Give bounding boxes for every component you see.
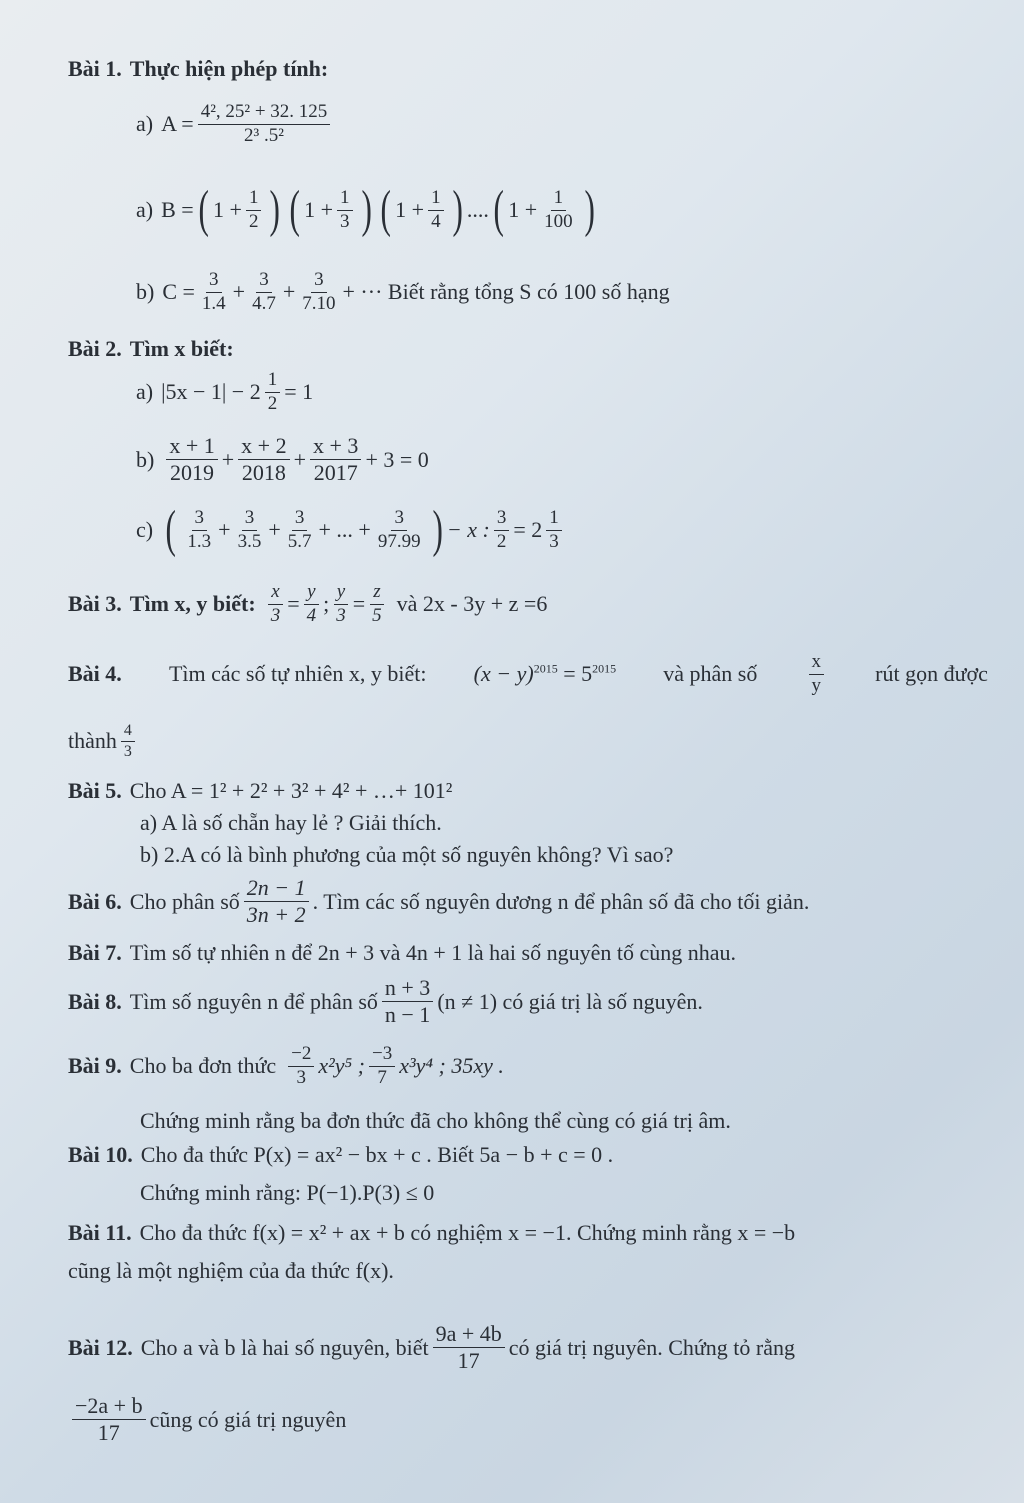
b6-text1: Cho phân số bbox=[129, 888, 240, 914]
b8-frac bbox=[382, 976, 433, 1027]
b2-b-frac bbox=[310, 434, 361, 485]
b1-a-lhs: A = bbox=[161, 111, 194, 137]
b4-exp2: 2015 bbox=[592, 662, 617, 677]
b5-a-text: a) A là số chẵn hay lẻ ? Giải thích. bbox=[140, 810, 442, 835]
b1-a2-term: 1 + bbox=[213, 197, 242, 222]
b1-a2-line: a) B = ( 1 + $\frac{1}{2}$ ) ( 1 + $\frac{1}{3}$ ) ( 1 + $\frac{1}{4}$ ) .... ( 1 + $\frac{1}{100}$ ) bbox=[136, 181, 595, 238]
b4-num2: 4 bbox=[121, 722, 135, 742]
b1-b-den: 7.10 bbox=[302, 292, 336, 314]
b1-a2-term: 1 + bbox=[304, 197, 334, 222]
b1-b-frac bbox=[199, 270, 229, 315]
b1-a-label: a) bbox=[136, 111, 154, 137]
b2-a-num: 1 bbox=[265, 370, 281, 393]
b2-c-den: 97.99 bbox=[377, 530, 421, 552]
b10-heading-label: Bài 10. bbox=[68, 1142, 133, 1167]
b4-expr: (x − y) bbox=[473, 661, 534, 687]
b1-a2-den: 3 bbox=[340, 210, 350, 232]
b2-c-num: 3 bbox=[192, 508, 208, 531]
b2-c-den3: 3 bbox=[549, 530, 559, 552]
b3-num: x bbox=[268, 582, 282, 605]
b6-frac bbox=[244, 876, 309, 927]
b12-den2: 17 bbox=[97, 1420, 120, 1446]
b6-text2: . Tìm các số nguyên dương n để phân số đã cho tối giản. bbox=[312, 888, 810, 914]
b1-a2-term: 1 + bbox=[508, 197, 538, 222]
b1-b-label: b) bbox=[136, 279, 155, 305]
b3-heading-label: Bài 3. bbox=[68, 591, 122, 617]
b5-b bbox=[140, 842, 673, 868]
b1-a2-num: 1 bbox=[246, 188, 262, 211]
b2-b-num: x + 1 bbox=[166, 434, 217, 460]
b1-a2-frac bbox=[541, 188, 576, 233]
b8-text2: (n ≠ 1) có giá trị là số nguyên. bbox=[437, 988, 703, 1014]
b1-b-num: 3 bbox=[256, 270, 272, 293]
b4-den: y bbox=[811, 674, 822, 696]
b1-a2-den: 2 bbox=[248, 210, 259, 232]
b1-a-den: 2³ .5² bbox=[244, 124, 284, 146]
b3-heading-text: Tìm x, y biết: bbox=[129, 591, 256, 617]
b3-line: Bài 3. Tìm x, y biết: $\frac{x}{3}$ = $\frac{y}{4}$ ; $\frac{y}{3}$ = $\frac{z}{5}$ và 2x - 3y + z =6 bbox=[68, 581, 548, 626]
b9-m2: x³y⁴ ; 35xy . bbox=[399, 1053, 504, 1079]
b10-text: Cho đa thức P(x) = ax² − bx + c . Biết 5a − b + c = 0 . bbox=[140, 1142, 614, 1167]
b6-num: 2n − 1 bbox=[244, 876, 309, 902]
b9-heading-label: Bài 9. bbox=[68, 1053, 122, 1079]
b2-b-den: 2018 bbox=[241, 460, 286, 486]
b11-line2-text: cũng là một nghiệm của đa thức f(x). bbox=[68, 1258, 394, 1283]
b8-den: n − 1 bbox=[384, 1002, 431, 1028]
b8-heading-label: Bài 8. bbox=[68, 988, 122, 1014]
b2-heading-label: Bài 2. bbox=[68, 336, 122, 361]
b5-text: Cho A = 1² + 2² + 3² + 4² + …+ 101² bbox=[129, 778, 453, 803]
b1-a2-frac bbox=[246, 188, 262, 233]
b9-frac1 bbox=[288, 1044, 314, 1089]
b12-frac2 bbox=[72, 1394, 146, 1445]
b1-a2-frac bbox=[337, 188, 353, 233]
b10-line2-text: Chứng minh rằng: P(−1).P(3) ≤ 0 bbox=[140, 1180, 435, 1205]
b1-a-fraction bbox=[198, 102, 331, 147]
b2-c-frac bbox=[184, 508, 214, 553]
b6-line bbox=[68, 876, 809, 927]
b2-b-frac bbox=[238, 434, 289, 485]
b5-line bbox=[68, 778, 452, 804]
b1-b-den: 4.7 bbox=[252, 292, 276, 314]
b4-heading-label: Bài 4. bbox=[68, 661, 122, 687]
b4-line1 bbox=[68, 652, 988, 697]
b12-line bbox=[68, 1322, 795, 1373]
b8-num: n + 3 bbox=[382, 976, 433, 1002]
b10-line2 bbox=[140, 1180, 434, 1206]
b9-line bbox=[68, 1044, 504, 1089]
b4-frac2 bbox=[121, 722, 135, 760]
b11-heading-label: Bài 11. bbox=[68, 1220, 132, 1245]
b1-a2-num: 1 bbox=[428, 188, 444, 211]
b10-line bbox=[68, 1142, 613, 1168]
b2-c-frac3 bbox=[546, 508, 562, 553]
b3-den: 3 bbox=[270, 604, 281, 626]
b11-text: Cho đa thức f(x) = x² + ax + b có nghiệm x = −1. Chứng minh rằng x = −b bbox=[139, 1220, 796, 1245]
b3-frac bbox=[333, 582, 349, 627]
b2-b-num: x + 3 bbox=[310, 434, 361, 460]
b2-a-den: 2 bbox=[267, 392, 278, 414]
b2-c-num2: 3 bbox=[494, 508, 510, 531]
b2-c-dots: + ... + bbox=[318, 517, 371, 542]
b2-b-den: 2017 bbox=[313, 460, 358, 486]
b3-den: 5 bbox=[372, 604, 382, 626]
b3-tail: và 2x - 3y + z =6 bbox=[396, 591, 548, 617]
b1-a2-frac bbox=[428, 188, 444, 233]
b9-line2 bbox=[140, 1108, 731, 1134]
b2-c-den: 5.7 bbox=[287, 530, 312, 552]
b2-heading bbox=[68, 336, 234, 362]
b4-den2: 3 bbox=[123, 742, 132, 760]
b1-a-line bbox=[136, 102, 334, 147]
b12-text1: Cho a và b là hai số nguyên, biết bbox=[140, 1334, 429, 1360]
b3-frac bbox=[369, 582, 385, 627]
b12-num2: −2a + b bbox=[72, 1394, 146, 1420]
b2-c-den: 1.3 bbox=[187, 530, 212, 552]
b2-b-frac bbox=[166, 434, 217, 485]
b2-a-expr: |5x − 1| − 2 bbox=[161, 379, 261, 405]
b2-c-frac2 bbox=[494, 508, 510, 553]
b1-b-num: 3 bbox=[206, 270, 222, 293]
b1-a2-dots: .... bbox=[466, 197, 489, 222]
b4-frac bbox=[809, 652, 825, 697]
b2-c-mid: − x : bbox=[446, 517, 490, 542]
b1-a2-den: 100 bbox=[544, 210, 573, 232]
b11-line bbox=[68, 1220, 795, 1246]
b1-a2-den: 4 bbox=[431, 210, 441, 232]
b1-b-lhs: C = bbox=[162, 279, 195, 305]
b3-num: y bbox=[304, 582, 318, 605]
b1-a2-num: 1 bbox=[551, 188, 567, 211]
b9-den1: 3 bbox=[296, 1066, 307, 1088]
b1-b-frac bbox=[299, 270, 338, 315]
b9-text1: Cho ba đơn thức bbox=[129, 1053, 277, 1079]
b4-exp1: 2015 bbox=[533, 662, 558, 677]
b2-c-num3: 1 bbox=[546, 508, 562, 531]
b2-c-num: 3 bbox=[391, 508, 407, 531]
b1-heading-text: Thực hiện phép tính: bbox=[129, 56, 329, 81]
b9-num2: −3 bbox=[369, 1044, 395, 1067]
b1-b-frac bbox=[249, 270, 279, 315]
b4-num: x bbox=[809, 652, 825, 675]
b2-c-den: 3.5 bbox=[237, 530, 262, 552]
b3-frac bbox=[304, 582, 320, 627]
b12-heading-label: Bài 12. bbox=[68, 1334, 133, 1360]
b2-b-tail: + 3 = 0 bbox=[365, 446, 429, 472]
b4-text3: rút gọn được bbox=[875, 661, 988, 687]
b2-heading-text: Tìm x biết: bbox=[129, 336, 234, 361]
b2-b-den: 2019 bbox=[170, 460, 215, 486]
b2-c-line: c) ( $\frac{3}{1.3}$ + $\frac{3}{3.5}$ + $\frac{3}{5.7}$ + ... + $\frac{3}{97.99}$ ) − x : $\frac{3}{2}$ = 2 1 3 bbox=[136, 504, 566, 556]
b3-den: 4 bbox=[306, 604, 317, 626]
b3-frac bbox=[268, 582, 284, 627]
b2-a-line bbox=[136, 370, 313, 415]
b1-a2-lhs: B = bbox=[161, 197, 194, 222]
b4-text1: Tìm các số tự nhiên x, y biết: bbox=[168, 661, 427, 687]
b1-heading bbox=[68, 56, 328, 82]
b2-a-frac bbox=[265, 370, 281, 415]
b6-den: 3n + 2 bbox=[246, 902, 306, 928]
b11-line2 bbox=[68, 1258, 394, 1284]
b5-b-text: b) 2.A có là bình phương của một số nguyên không? Vì sao? bbox=[140, 842, 674, 867]
b2-c-den2: 2 bbox=[496, 530, 507, 552]
b4-line2-text: thành bbox=[68, 728, 117, 754]
b3-num: y bbox=[334, 582, 348, 605]
b12-text2: có giá trị nguyên. Chứng tỏ rằng bbox=[508, 1334, 796, 1360]
b7-text: Tìm số tự nhiên n để 2n + 3 và 4n + 1 là hai số nguyên tố cùng nhau. bbox=[129, 940, 736, 965]
b2-c-frac bbox=[285, 508, 315, 553]
b3-num: z bbox=[370, 582, 383, 605]
b2-c-num: 3 bbox=[292, 508, 308, 531]
b7-heading-label: Bài 7. bbox=[68, 940, 122, 965]
b12-frac bbox=[433, 1322, 505, 1373]
b12-den: 17 bbox=[457, 1348, 480, 1374]
b12-num: 9a + 4b bbox=[433, 1322, 505, 1348]
b9-den2: 7 bbox=[377, 1066, 387, 1088]
b8-text1: Tìm số nguyên n để phân số bbox=[129, 988, 378, 1014]
b9-num1: −2 bbox=[288, 1044, 314, 1067]
b6-heading-label: Bài 6. bbox=[68, 888, 122, 914]
b2-b-label: b) bbox=[136, 446, 155, 472]
b9-frac2 bbox=[369, 1044, 395, 1089]
b8-line bbox=[68, 976, 703, 1027]
b4-eq: = 5 bbox=[563, 661, 593, 687]
b4-text2: và phân số bbox=[663, 661, 758, 687]
b1-heading-label: Bài 1. bbox=[68, 56, 122, 81]
b9-m1: x²y⁵ ; bbox=[318, 1053, 365, 1079]
b2-a-label: a) bbox=[136, 379, 154, 405]
b2-c-label: c) bbox=[136, 517, 154, 542]
b2-c-num: 3 bbox=[242, 508, 258, 531]
b1-a2-term: 1 + bbox=[395, 197, 425, 222]
b2-c-frac bbox=[375, 508, 424, 553]
b2-b-line: b) $\frac{x + 1}{2019}$ + $\frac{x + 2}{2018}$ + $\frac{x + 3}{2017}$ + 3 = 0 bbox=[136, 433, 429, 486]
b4-line2 bbox=[68, 722, 139, 760]
b7-line bbox=[68, 940, 736, 966]
b12-line2-text: cũng có giá trị nguyên bbox=[149, 1406, 347, 1432]
b5-a bbox=[140, 810, 442, 836]
b2-c-frac bbox=[235, 508, 265, 553]
b2-b-num: x + 2 bbox=[238, 434, 289, 460]
b3-den: 3 bbox=[336, 604, 346, 626]
b1-b-den: 1.4 bbox=[201, 292, 226, 314]
b1-b-tail: + ··· Biết rằng tổng S có 100 số hạng bbox=[342, 279, 670, 305]
b1-a-num: 4², 25² + 32. 125 bbox=[198, 102, 331, 125]
b1-b-num: 3 bbox=[311, 270, 327, 293]
b9-line2-text: Chứng minh rằng ba đơn thức đã cho không thể cùng có giá trị âm. bbox=[140, 1108, 731, 1133]
b2-a-tail: = 1 bbox=[284, 379, 314, 405]
b5-heading-label: Bài 5. bbox=[68, 778, 122, 803]
b2-c-eq: = 2 bbox=[513, 517, 543, 542]
b12-line2 bbox=[68, 1394, 346, 1445]
b1-b-line: b) C = $\frac{3}{1.4}$ + $\frac{3}{4.7}$ + $\frac{3}{7.10}$ + ··· Biết rằng tổng S có 100 số hạng bbox=[136, 269, 670, 314]
b1-a2-num: 1 bbox=[337, 188, 353, 211]
b1-a2-label: a) bbox=[136, 197, 154, 222]
